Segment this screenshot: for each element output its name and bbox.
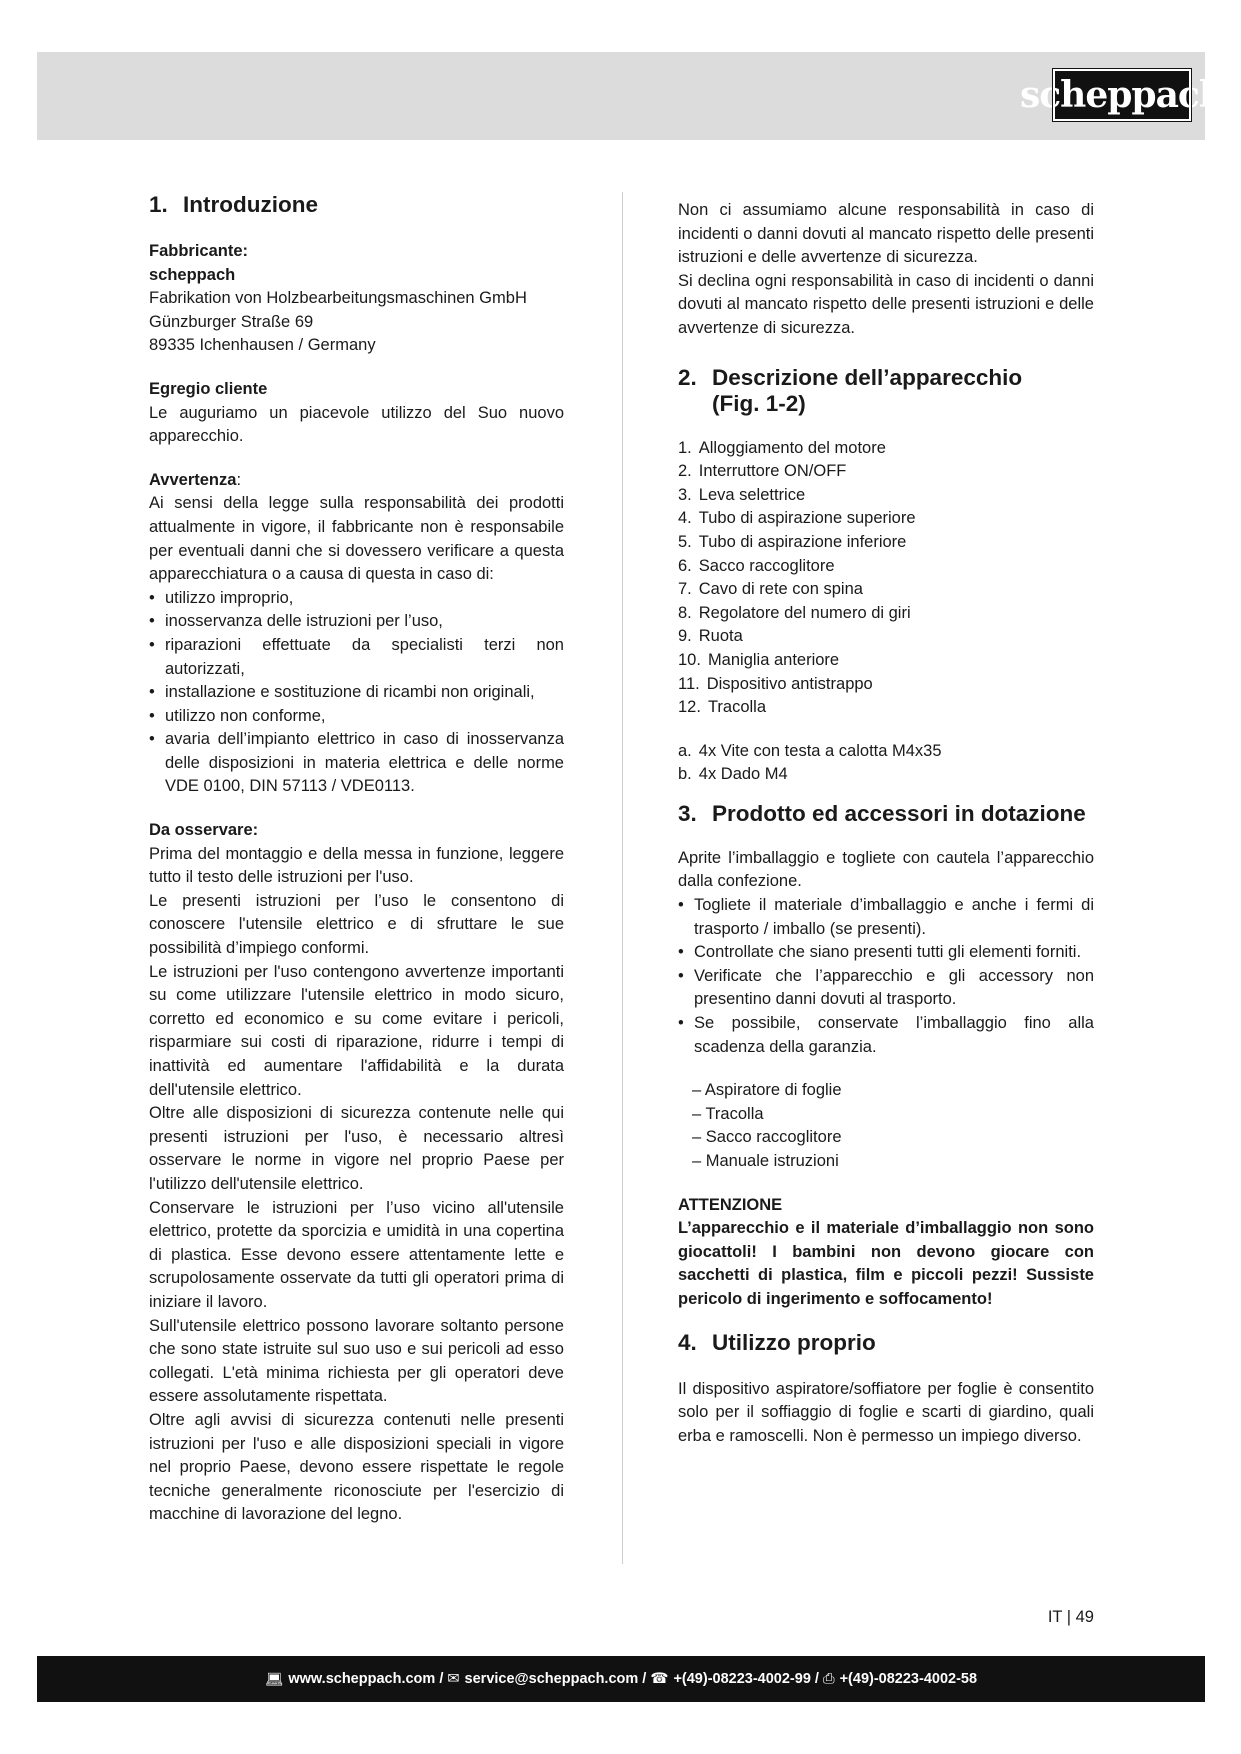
- item-text: Leva selettrice: [698, 485, 806, 504]
- item-number: 12.: [678, 698, 701, 717]
- section-2-number: 2.: [678, 364, 697, 390]
- note-paragraph: Prima del montaggio e della messa in funzione, leggere tutto il testo delle istruzioni per l'uso.: [149, 844, 564, 887]
- list-item: [678, 507, 1094, 531]
- list-item: [678, 673, 1094, 697]
- left-column: [149, 192, 564, 1527]
- item-number: 7.: [678, 580, 692, 599]
- intended-use-text: Il dispositivo aspiratore/soffiatore per foglie è consentito solo per il soffiaggio di foglie e scarti di giardino, quali erba e ramoscelli. Non è permesso un impiego diverso.: [678, 1379, 1094, 1445]
- list-item: [678, 602, 1094, 626]
- list-item: [678, 484, 1094, 508]
- item-text: Regolatore del numero di giri: [698, 603, 911, 622]
- item-text: Tubo di aspirazione superiore: [698, 509, 916, 528]
- column-divider: [622, 192, 623, 1564]
- section-4-number: 4.: [678, 1329, 697, 1355]
- footer-band: [37, 1656, 1205, 1702]
- phone-icon: ☎︎: [650, 1671, 669, 1687]
- liability-paragraph: Si declina ogni responsabilità in caso di incidenti o danni dovuti al mancato rispetto delle presenti istruzioni e delle avvertenze di sicurezza.: [678, 271, 1094, 337]
- item-number: 6.: [678, 556, 692, 575]
- note-paragraph: Conservare le istruzioni per l’uso vicino all'utensile elettrico, protette da sporcizia e umidità in una copertina di plastica. Esse devono essere attentamente lette e scrupolosamente osservate da tutti gli operatori prima di iniziare il lavoro.: [149, 1198, 564, 1311]
- item-text: Cavo di rete con spina: [698, 580, 863, 599]
- list-item: [678, 625, 1094, 649]
- note-label: Da osservare:: [149, 821, 259, 840]
- item-number: 11.: [678, 674, 700, 693]
- item-number: 1.: [678, 438, 692, 457]
- unpack-list: [678, 894, 1094, 1059]
- item-text: Sacco raccoglitore: [698, 556, 835, 575]
- unpack-text: Aprite l’imballaggio e togliete con cautela l’apparecchio dalla confezione.: [678, 848, 1094, 891]
- manufacturer-name: scheppach: [149, 265, 236, 284]
- list-item: • Verificate che l’apparecchio e gli accessory non presentino danni dovuti al trasporto.: [678, 965, 1094, 1012]
- item-number: b.: [678, 765, 692, 784]
- monitor-icon: 💻︎: [264, 1671, 284, 1688]
- section-3-number: 3.: [678, 800, 697, 826]
- scheppach-logo: scheppach: [1053, 69, 1191, 121]
- parts-list: [678, 437, 1094, 720]
- footer-email-link[interactable]: service@scheppach.com: [464, 1671, 639, 1687]
- list-item: • installazione e sostituzione di ricambi non originali,: [149, 681, 564, 705]
- section-3-heading: [678, 801, 1094, 827]
- fax-icon: ⎙: [822, 1671, 835, 1687]
- list-item: • riparazioni effettuate da specialisti terzi non autorizzati,: [149, 634, 564, 681]
- item-number: 2.: [678, 462, 692, 481]
- item-text: Alloggiamento del motore: [698, 438, 886, 457]
- list-item: – Aspiratore di foglie: [692, 1081, 842, 1100]
- dear-customer-label: Egregio cliente: [149, 379, 268, 398]
- footer-web-link[interactable]: www.scheppach.com: [288, 1671, 436, 1687]
- note-paragraph: Oltre alle disposizioni di sicurezza contenute nelle qui presenti istruzioni per l'uso, è necessario altresì osservare le norme in vigore nel proprio Paese per l'utilizzo dell'utensile elettrico.: [149, 1104, 564, 1193]
- manufacturer-label: Fabbricante:: [149, 242, 249, 260]
- note-paragraph: Oltre agli avvisi di sicurezza contenuti nelle presenti istruzioni per l'uso e alle disposizioni speciali in vigore nel proprio Paese, devono essere rispettate le regole tecniche generalmente riconosciute per l'esercizio di macchine di lavorazione del legno.: [149, 1410, 564, 1524]
- section-2-title: Descrizione dell’apparecchio: [712, 364, 1023, 390]
- list-item: • utilizzo improprio,: [149, 587, 564, 611]
- address-line: Fabrikation von Holzbearbeitungsmaschinen GmbH: [149, 289, 527, 308]
- list-item: • avaria dell’impianto elettrico in caso di inosservanza delle disposizioni in materia elettrica e delle norme VDE 0100, DIN 57113 / VDE0113.: [149, 728, 564, 799]
- hardware-list: [678, 740, 1094, 787]
- section-2-heading: [678, 365, 1094, 417]
- list-item: • Se possibile, conservate l’imballaggio fino alla scadenza della garanzia.: [678, 1012, 1094, 1059]
- list-item: [678, 740, 1094, 764]
- item-text: Maniglia anteriore: [707, 650, 840, 669]
- item-number: 9.: [678, 627, 692, 646]
- footer-fax: +(49)-08223-4002-58: [839, 1671, 978, 1687]
- item-text: Tubo di aspirazione inferiore: [698, 532, 907, 551]
- list-item: [678, 763, 1094, 787]
- address-line: Günzburger Straße 69: [149, 312, 314, 331]
- page-number: IT | 49: [1047, 1608, 1094, 1626]
- list-item: [678, 555, 1094, 579]
- list-item: – Tracolla: [692, 1104, 764, 1123]
- attention-label: ATTENZIONE: [678, 1195, 783, 1214]
- list-item: [678, 696, 1094, 720]
- attention-text: L’apparecchio e il materiale d’imballaggio non sono giocattoli! I bambini non devono giocare con sacchetti di plastica, film e piccoli pezzi! Sussiste pericolo di ingerimento e soffocamento!: [678, 1219, 1094, 1308]
- footer-separator: /: [810, 1671, 823, 1687]
- item-text: 4x Vite con testa a calotta M4x35: [698, 741, 942, 760]
- section-1-number: 1.: [149, 192, 168, 217]
- item-text: 4x Dado M4: [698, 765, 788, 784]
- list-item: • Controllate che siano presenti tutti gli elementi forniti.: [678, 941, 1094, 965]
- note-paragraph: Le presenti istruzioni per l’uso le consentono di conoscere l'utensile elettrico e di sfruttare le sue possibilità d’impiego conformi.: [149, 891, 564, 958]
- item-number: 5.: [678, 532, 692, 551]
- list-item: • inosservanza delle istruzioni per l’uso,: [149, 610, 564, 634]
- list-item: [678, 460, 1094, 484]
- liability-paragraph: Non ci assumiamo alcune responsabilità in caso di incidenti o danni dovuti al mancato rispetto delle presenti istruzioni e delle avvertenze di sicurezza.: [678, 201, 1094, 267]
- item-text: Ruota: [698, 627, 743, 646]
- list-item: [678, 649, 1094, 673]
- footer-separator: /: [638, 1671, 651, 1687]
- list-item: • utilizzo non conforme,: [149, 705, 564, 729]
- section-2-title-figref: (Fig. 1-2): [712, 390, 806, 416]
- note-paragraph: Sull'utensile elettrico possono lavorare soltanto persone che sono state istruite sul suo uso e sui pericoli ad esso collegati. L'età minima richiesta per gli operatori deve essere assolutamente rispettata.: [149, 1316, 564, 1406]
- section-1-heading: [149, 192, 564, 218]
- list-item: [678, 578, 1094, 602]
- item-number: 3.: [678, 485, 692, 504]
- mail-icon: ✉︎: [447, 1671, 460, 1687]
- section-3-title: Prodotto ed accessori in dotazione: [712, 800, 1086, 826]
- item-text: Tracolla: [707, 698, 767, 717]
- right-column: [678, 192, 1094, 1448]
- item-text: Dispositivo antistrappo: [706, 674, 873, 693]
- dear-customer-text: Le auguriamo un piacevole utilizzo del Suo nuovo apparecchio.: [149, 403, 564, 446]
- warning-colon: :: [236, 470, 242, 489]
- section-4-heading: [678, 1330, 1094, 1356]
- note-paragraph: Le istruzioni per l'uso contengono avvertenze importanti su come utilizzare l'utensile elettrico in modo sicuro, corretto ed economico e su come evitare i pericoli, risparmiare sui costi di riparazione, ridurre i tempi di inattività ed aumentare l'affidabilità e la durata dell'utensile elettrico.: [149, 962, 564, 1099]
- item-number: 10.: [678, 650, 701, 669]
- warning-text: Ai sensi della legge sulla responsabilità dei prodotti attualmente in vigore, il fabbricante non è responsabile per eventuali danni che si dovessero verificare a questa apparecchiatura o a causa di questa in caso di:: [149, 494, 564, 584]
- address-line: 89335 Ichenhausen / Germany: [149, 336, 376, 355]
- warning-list: [149, 587, 564, 799]
- item-number: 8.: [678, 603, 692, 622]
- warning-label: Avvertenza: [149, 470, 237, 489]
- section-4-title: Utilizzo proprio: [712, 1329, 876, 1355]
- section-1-title: Introduzione: [183, 192, 318, 217]
- list-item: [678, 531, 1094, 555]
- footer-phone: +(49)-08223-4002-99: [673, 1671, 811, 1687]
- item-number: 4.: [678, 509, 692, 528]
- scope-of-delivery-list: [678, 1079, 1094, 1173]
- warning-heading: [149, 469, 564, 493]
- item-number: a.: [678, 741, 692, 760]
- header-band: [37, 52, 1225, 140]
- list-item: [678, 437, 1094, 461]
- item-text: Interruttore ON/OFF: [698, 462, 847, 481]
- footer-separator: /: [435, 1671, 448, 1687]
- list-item: • Togliete il materiale d’imballaggio e anche i fermi di trasporto / imballo (se presenti).: [678, 894, 1094, 941]
- list-item: – Manuale istruzioni: [692, 1152, 839, 1170]
- list-item: – Sacco raccoglitore: [692, 1128, 842, 1147]
